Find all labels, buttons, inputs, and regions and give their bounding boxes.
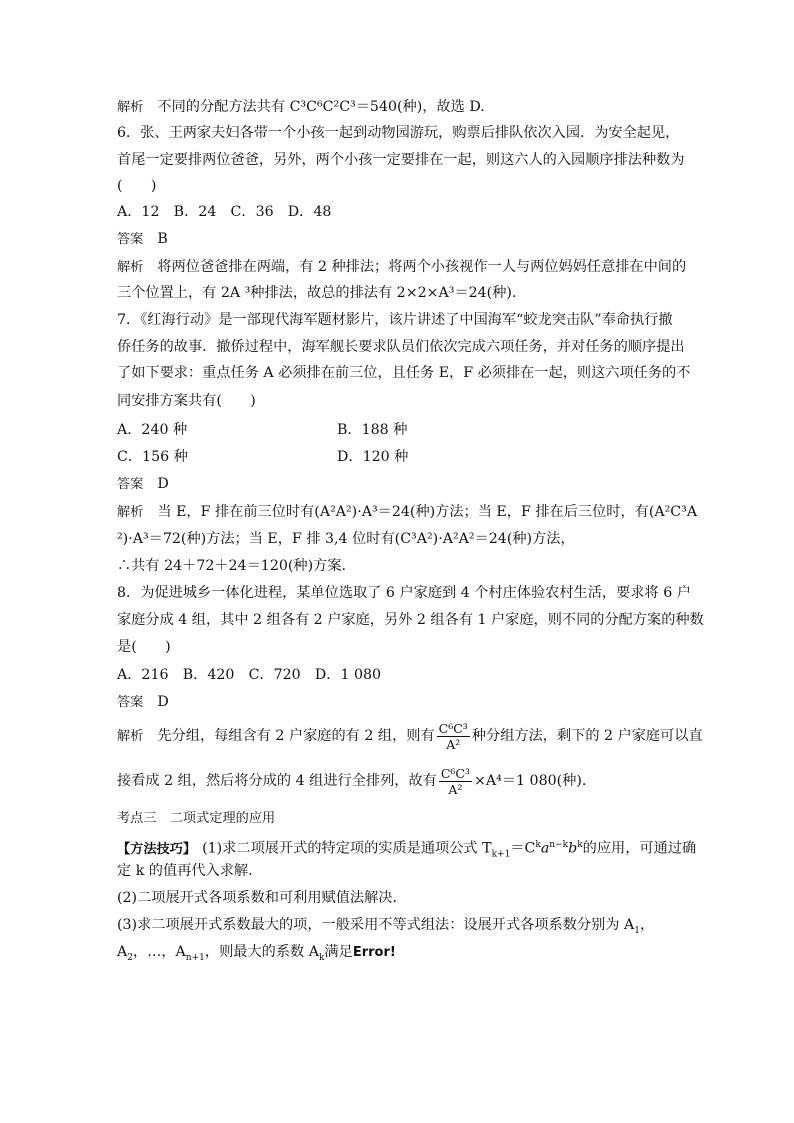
q8-line2: 家庭分成 4 组，其中 2 组各有 2 户家庭，另外 2 组各有 1 户家庭，则不同的分配方案的种数 (117, 612, 704, 628)
q6-line3: ( ) (117, 178, 157, 194)
q8-line3: 是( ) (117, 639, 171, 655)
q6-line2: 首尾一定要排两位爸爸，另外，两个小孩一定要排在一起，则这六人的入园顺序排法种数为 (117, 152, 685, 168)
tip3-line2: $A_2$，…，$A_{n+1}$，则最大的系数 $A_k$满足Error! (117, 944, 396, 963)
q8-explanation-line1 (117, 718, 703, 755)
q6-line1: 6．张、王两家夫妇各带一个小孩一起到动物园游玩，购票后排队依次入园．为安全起见， (117, 125, 680, 141)
q7-line1: 7．《红海行动》是一部现代海军题材影片，该片讲述了中国海军“蛟龙突击队”奉命执行撤 (117, 312, 673, 328)
section-title: 考点三 二项式定理的应用 (117, 811, 276, 826)
prev-explanation-text: 不同的分配方法共有 C³C⁶C²C³＝540(种)，故选 D. (157, 99, 485, 115)
tip3-a: (3)求二项展开式系数最大的项，一般采用不等式组法：设展开式各项系数分别为 A (117, 917, 635, 933)
error-text: Error! (352, 945, 396, 960)
explanation-label: 解析 (117, 505, 144, 520)
explanation-label: 解析 (117, 729, 144, 744)
fraction-c6c3-over-a2 (437, 721, 470, 752)
tip3-b: A (117, 944, 128, 960)
answer-label: 答案 (117, 232, 144, 247)
answer-label: 答案 (117, 477, 144, 492)
q7-answer-line (117, 475, 169, 494)
q8-options: A．216 B．420 C．720 D．1 080 (117, 667, 382, 683)
explanation-label: 解析 (117, 100, 144, 115)
q7-line3: 了如下要求：重点任务 A 必须排在前三位，且任务 E，F 必须排在一起，则这六项任务的不 (117, 365, 691, 381)
q7-explanation-3: ∴共有 24＋72＋24＝120(种)方案. (117, 558, 347, 574)
q7-line4: 同安排方案共有( ) (117, 393, 256, 409)
answer-label: 答案 (117, 695, 144, 710)
tip3-line1: (3)求二项展开式系数最大的项，一般采用不等式组法：设展开式各项系数分别为 $A_1$， (117, 917, 655, 936)
q7-option-c: C．156 种 (117, 449, 188, 465)
q7-option-b: B．188 种 (337, 422, 408, 438)
q7-explanation-2: ²)·A³＝72(种)方法；当 E，F 排 3,4 位时有(C³A²)·A²A²＝24(种)方法， (117, 531, 575, 547)
method-tag: 【方法技巧】 (117, 841, 197, 857)
tip3-e: 满足 (324, 944, 353, 960)
tip2: (2)二项展开式各项系数和可利用赋值法解决． (117, 890, 407, 906)
q7-option-d: D．120 种 (337, 449, 409, 465)
q6-answer: B (157, 231, 168, 247)
q8-explanation-1a: 先分组，每组含有 2 户家庭的有 2 组，则有 (157, 728, 435, 744)
fraction-c6c3-over-a2-2 (439, 766, 472, 797)
fraction-numerator: C⁶C³ (438, 720, 468, 736)
tip3-c: ，…，A (132, 944, 186, 960)
q8-answer-line (117, 693, 169, 712)
q7-explanation-1: 当 E，F 排在前三位时有(A²A²)·A³＝24(种)方法；当 E，F 排在后三位时，有(A²C³A (157, 504, 698, 520)
q7-options-row2 (117, 448, 517, 466)
q8-explanation-1b: 种分组方法，剩下的 2 户家庭可以直 (471, 728, 703, 744)
q8-explanation-2b: ×A⁴＝1 080(种). (474, 773, 587, 789)
q8-answer: D (157, 694, 169, 710)
method-tip-line1: 【方法技巧】 (1)求二项展开式的特定项的实质是通项公式 $T_{k+1}=C^ka^{n-k}b^k$的应用，可通过确 (117, 840, 697, 860)
tip3-d: ，则最大的系数 A (204, 944, 319, 960)
line-prev-explanation (117, 98, 485, 117)
explanation-label: 解析 (117, 260, 144, 275)
fraction-numerator: C⁶C³ (440, 765, 470, 781)
q7-answer: D (157, 476, 169, 492)
q7-explanation-line1 (117, 503, 697, 522)
q7-line2: 侨任务的故事．撤侨过程中，海军舰长要求队员们依次完成六项任务，并对任务的顺序提出 (117, 339, 685, 355)
q6-explanation-line1 (117, 258, 686, 277)
q6-options: A．12 B．24 C．36 D．48 (117, 204, 332, 220)
q7-options-row1 (117, 421, 517, 439)
q7-option-a: A．240 种 (117, 422, 188, 438)
q8-line1: 8．为促进城乡一体化进程，某单位选取了 6 户家庭到 4 个村庄体验农村生活，要求将 6 户 (117, 585, 691, 601)
fraction-denominator: A² (446, 736, 461, 752)
q6-answer-line (117, 230, 168, 249)
tip1-b: ＝C (510, 840, 536, 857)
q8-explanation-line2 (117, 763, 586, 799)
tip1-c: 的应用，可通过确 (582, 840, 697, 857)
q6-explanation-1: 将两位爸爸排在两端，有 2 种排法；将两个小孩视作一人与两位妈妈任意排在中间的 (157, 259, 687, 275)
q6-explanation-2: 三个位置上，有 2A ³种排法，故总的排法有 2×2×A³＝24(种). (117, 285, 517, 301)
tip1-d: 定 k 的值再代入求解． (117, 863, 263, 879)
q8-explanation-2a: 接看成 2 组，然后将分成的 4 组进行全排列，故有 (117, 773, 437, 789)
fraction-denominator: A² (448, 781, 463, 797)
tip1-a: (1)求二项展开式的特定项的实质是通项公式 T (202, 840, 492, 857)
